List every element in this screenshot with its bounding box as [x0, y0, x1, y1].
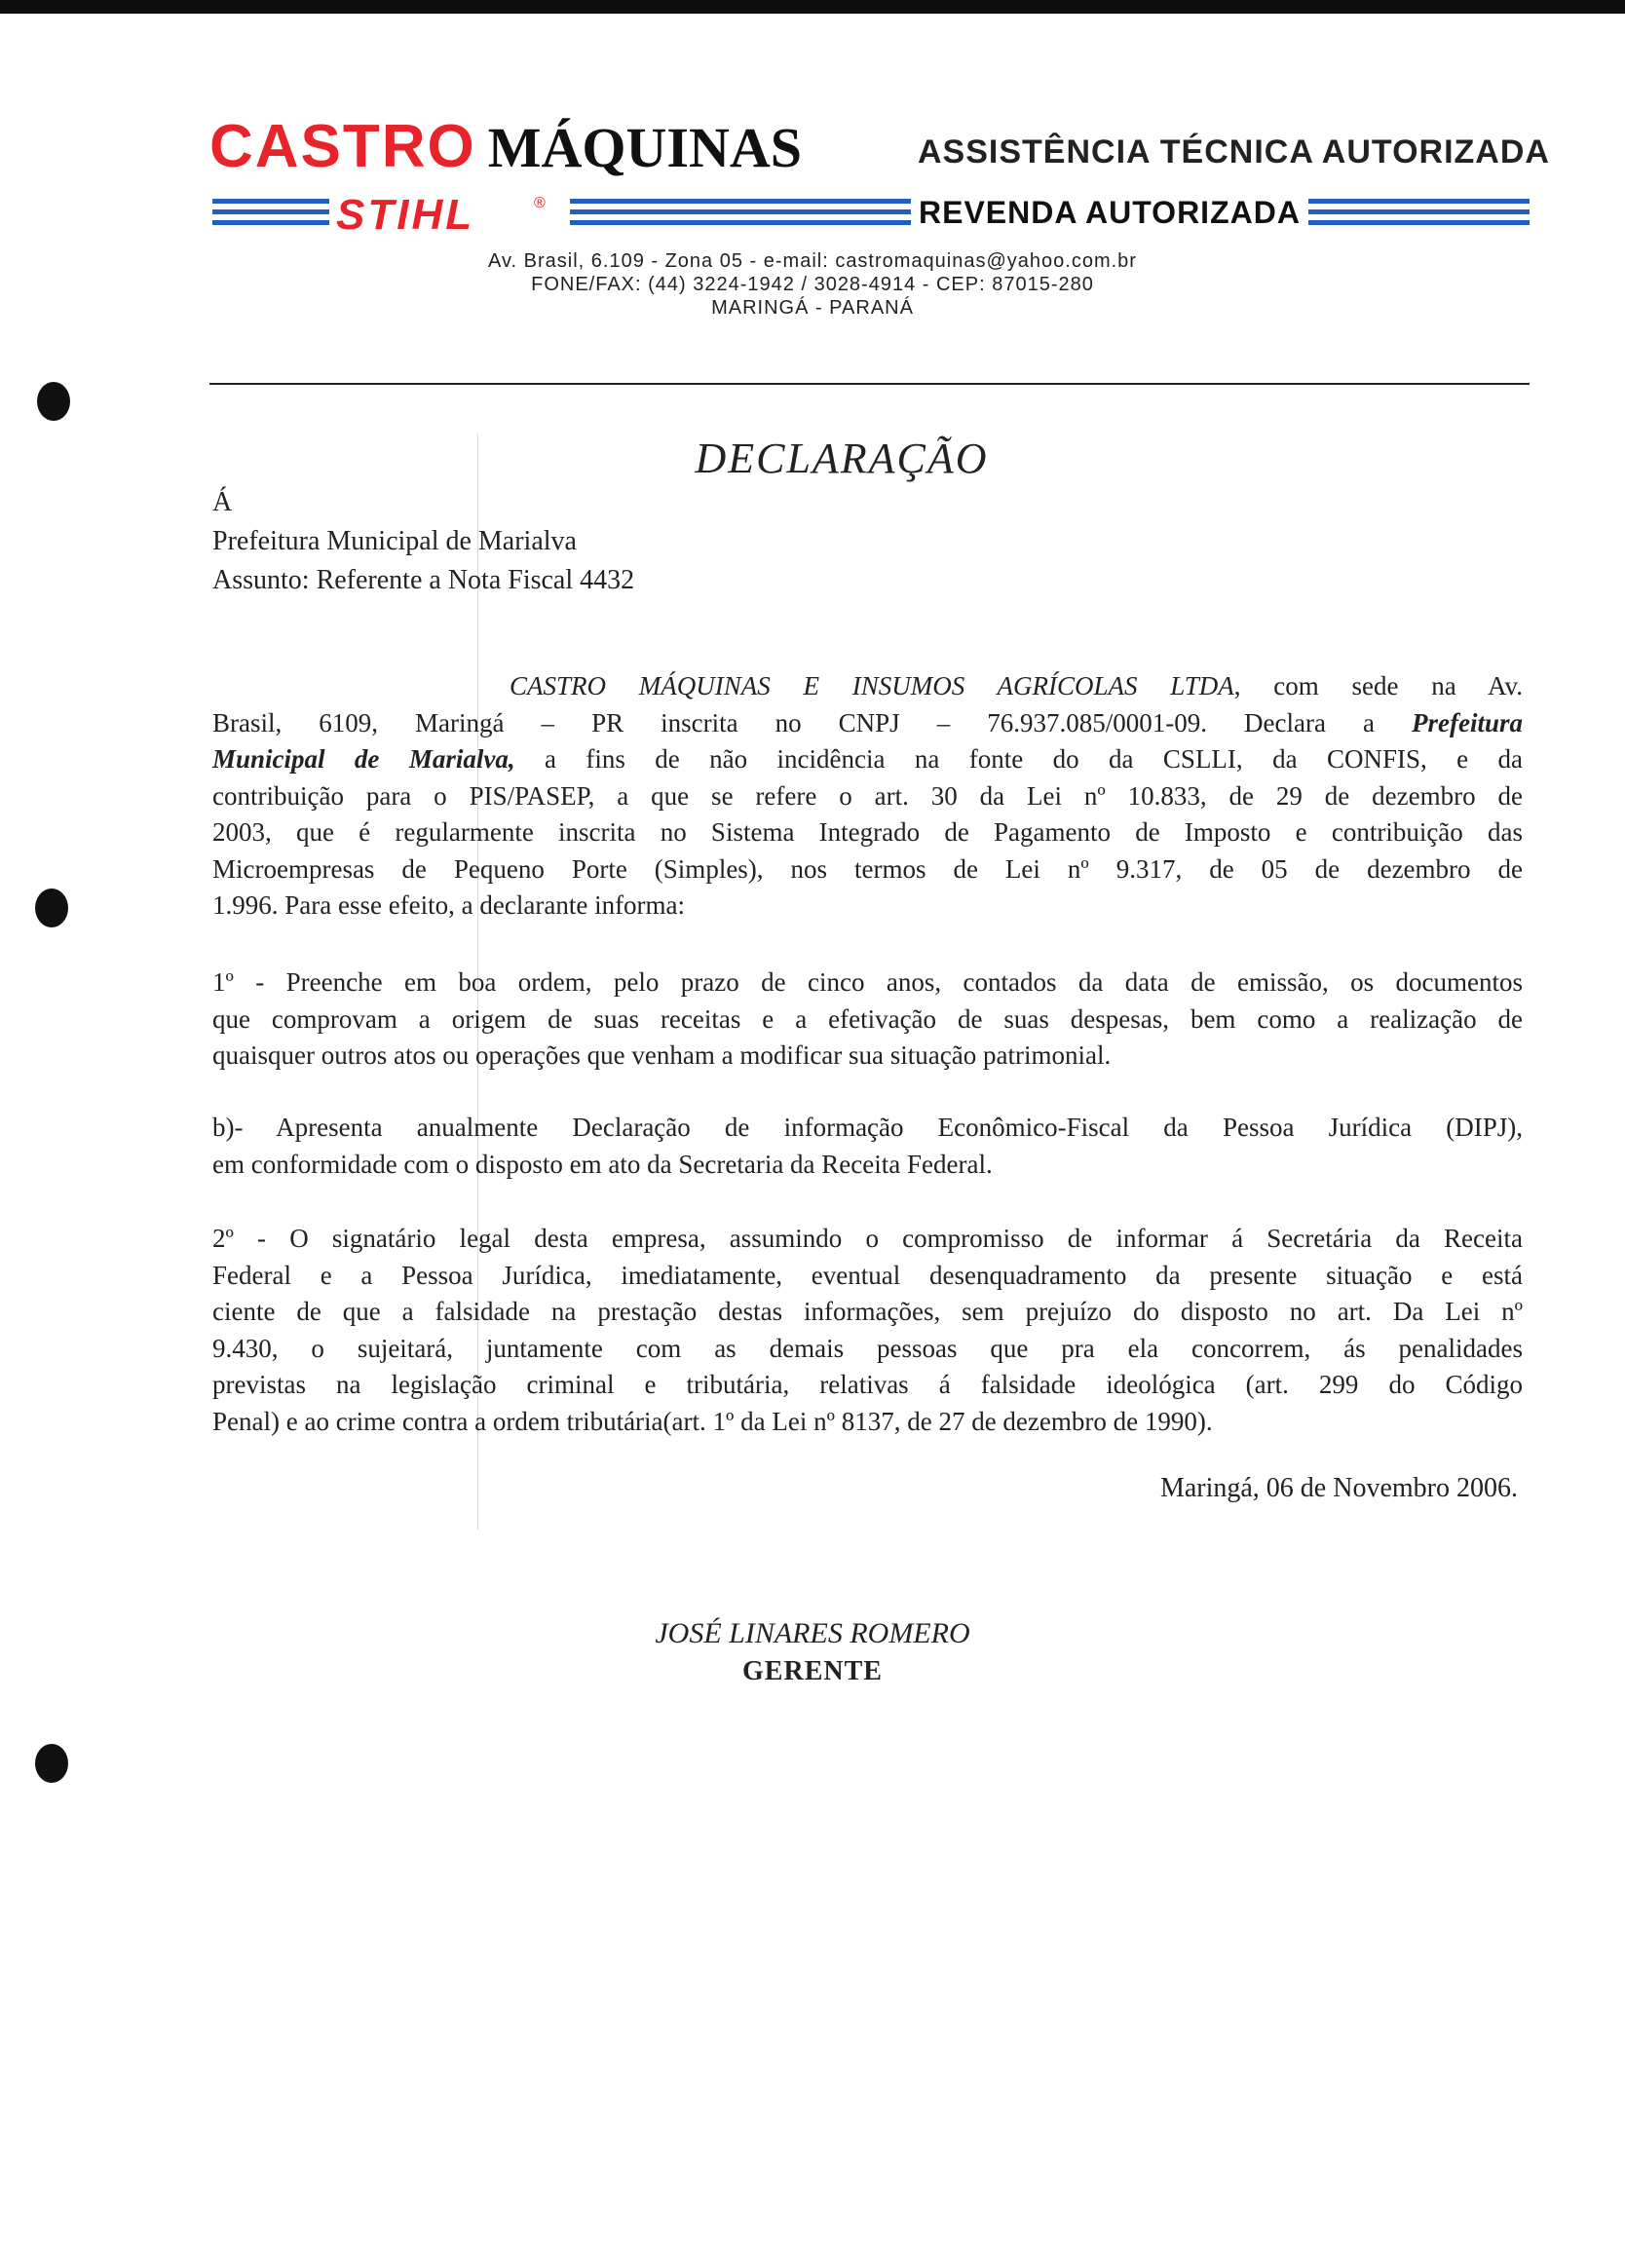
paragraph-line: previstas na legislação criminal e tributária, relativas á falsidade ideológica (art. 299 do Código — [212, 1370, 1523, 1399]
letterhead-phone: FONE/FAX: (44) 3224-1942 / 3028-4914 - CEP: 87015-280 — [531, 274, 1094, 295]
paragraph-item-b — [212, 1110, 1523, 1183]
paragraph-line: b)- Apresenta anualmente Declaração de informação Econômico-Fiscal da Pessoa Jurídica (DIPJ), — [212, 1113, 1523, 1142]
paragraph-line: 9.430, o sujeitará, juntamente com as demais pessoas que pra ela concorrem, ás penalidades — [212, 1333, 1523, 1363]
paragraph-line: contribuição para o PIS/PASEP, a que se refere o art. 30 da Lei nº 10.833, de 29 de dezembro de — [212, 780, 1523, 811]
paragraph-line: Federal e a Pessoa Jurídica, imediatamente, eventual desenquadramento da presente situação e está — [212, 1260, 1523, 1290]
signatory-name: JOSÉ LINARES ROMERO — [655, 1617, 970, 1649]
header-divider — [209, 383, 1530, 385]
paragraph-line: Penal) e ao crime contra a ordem tributária(art. 1º da Lei nº 8137, de 27 de dezembro de 1990). — [212, 1406, 1213, 1436]
paragraph-line: quaisquer outros atos ou operações que venham a modificar sua situação patrimonial. — [212, 1040, 1112, 1070]
paragraph-item-2 — [212, 1221, 1523, 1440]
document-date: Maringá, 06 de Novembro 2006. — [1159, 1473, 1518, 1503]
paragraph-line: CASTRO MÁQUINAS E INSUMOS AGRÍCOLAS LTDA, com sede na Av. — [510, 671, 1524, 700]
stihl-logo: STIHL — [336, 191, 475, 239]
paragraph-line: 2003, que é regularmente inscrita no Sistema Integrado de Pagamento de Imposto e contribuição das — [212, 817, 1523, 847]
letterhead-tagline: ASSISTÊNCIA TÉCNICA AUTORIZADA — [918, 133, 1550, 170]
paragraph-line: que comprovam a origem de suas receitas e a efetivação de suas despesas, bem como a realização de — [212, 1003, 1523, 1034]
letterhead-city: MARINGÁ - PARANÁ — [711, 297, 914, 319]
brand-castro: CASTRO — [209, 113, 476, 180]
paragraph-line: Municipal de Marialva, a fins de não incidência na fonte do da CSLLI, da CONFIS, e da — [212, 744, 1524, 774]
paragraph-line: 2º - O signatário legal desta empresa, assumindo o compromisso de informar á Secretária da Receita — [212, 1224, 1523, 1253]
revenda-autorizada: REVENDA AUTORIZADA — [911, 195, 1308, 231]
recipient-block — [212, 483, 634, 600]
company-name: CASTRO MÁQUINAS E INSUMOS AGRÍCOLAS LTDA — [510, 671, 1234, 700]
recipient-to: Á — [212, 487, 233, 517]
paragraph-line: Microempresas de Pequeno Porte (Simples), nos termos de Lei nº 9.317, de 05 de dezembro de — [212, 853, 1523, 884]
blue-stripes-left — [212, 195, 329, 236]
letterhead-address: Av. Brasil, 6.109 - Zona 05 - e-mail: castromaquinas@yahoo.com.br — [488, 250, 1137, 272]
paragraph-item-1 — [212, 964, 1523, 1075]
letterhead-brand — [209, 113, 803, 180]
paragraph-line: em conformidade com o disposto em ato da Secretaria da Receita Federal. — [212, 1149, 993, 1179]
subject-line: Assunto: Referente a Nota Fiscal 4432 — [212, 565, 635, 595]
punch-hole-middle — [35, 888, 68, 927]
paragraph-declaration — [212, 668, 1523, 925]
punch-hole-bottom — [35, 1744, 68, 1783]
signatory-role: GERENTE — [742, 1656, 883, 1686]
scan-top-edge — [0, 0, 1625, 14]
brand-maquinas: MÁQUINAS — [487, 116, 803, 179]
paragraph-line: 1º - Preenche em boa ordem, pelo prazo de cinco anos, contados da data de emissão, os documentos — [212, 967, 1523, 997]
paragraph-line: 1.996. Para esse efeito, a declarante informa: — [212, 890, 686, 920]
document-title: DECLARAÇÃO — [695, 435, 989, 482]
recipient-org: Prefeitura Municipal de Marialva — [212, 526, 577, 556]
registered-mark: ® — [534, 195, 546, 211]
punch-hole-top — [37, 382, 70, 421]
paragraph-line: ciente de que a falsidade na prestação destas informações, sem prejuízo do disposto no art. Da Lei nº — [212, 1297, 1523, 1326]
paragraph-line: Brasil, 6109, Maringá – PR inscrita no CNPJ – 76.937.085/0001-09. Declara a Prefeitura — [212, 707, 1523, 737]
